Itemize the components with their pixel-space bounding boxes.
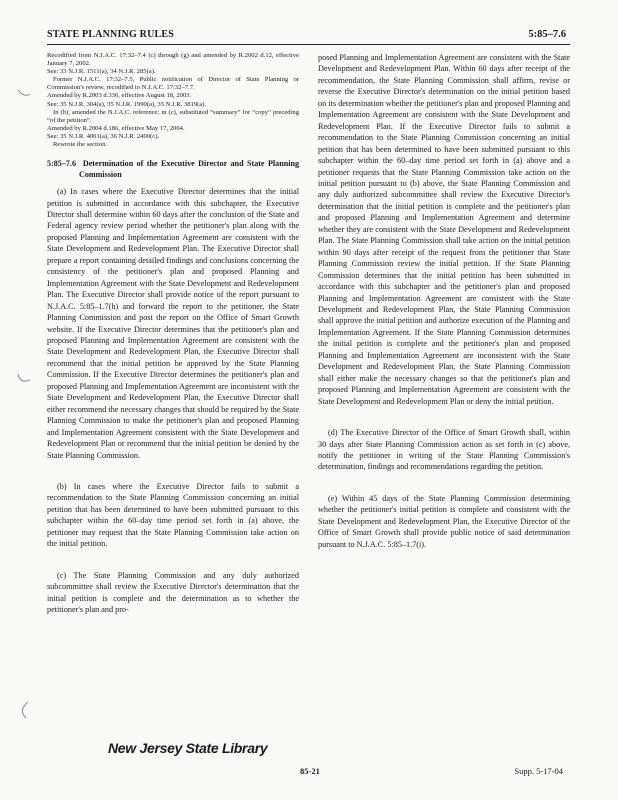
history-note: Former N.J.A.C. 17:32–7.5, Public notification of Director of State Planning or Commission's review, recodified to N.J.A.C. 17:32–7.7. <box>47 76 299 92</box>
header-rule <box>47 44 570 45</box>
paragraph-c-continued: posed Planning and Implementation Agreement are consistent with the State Development and Redevelopment Plan. Within 60 days after receipt of the recommendation, the State Planning Commission shall affirm, revise or reverse the Executive Director's determination on the initial petition based on its determination whether the petitioner's plan and proposed Planning and Implementation Agreement are consistent with the State Development and Redevelopment Plan. If the Executive Director fails to submit a recommendation to the State Planning Commission concerning an initial petition that has been determined to have been submitted pursuant to this subchapter within the 60–day time period set forth in (a) above and a petitioner requests that the State Planning Commission take action on the initial petition pursuant to (b) above, the State Planning Commission and any duly authorized subcommittee shall review the Executive Director's determination that the initial petition is complete and the petitioner's plan and proposed Planning and Implementation Agreement and determine whether they are consistent with the State Development and Redevelopment Plan. The State Planning Commission shall take action on the initial petition within 90 days after receipt of the request from the petitioner that State Planning Commission review the initial petition. If the State Planning Commission determines that the initial petition has been submitted in accordance with this subchapter and the petitioner's plan and proposed Planning and Implementation Agreement are consistent with the State Development and Redevelopment Plan, the State Planning Commission shall approve the initial petition and authorize execution of the Planning and Implementation Agreement. If the State Planning Commission determines the initial petition is complete and the petitioner's plan and proposed Planning and Implementation Agreement are inconsistent with the State Development and Redevelopment Plan, the State Planning Commission shall either make the necessary changes so that the petitioner's plan and proposed Planning and Implementation Agreement are consistent with the State Development and Redevelopment Plan or deny the initial petition. <box>318 53 570 406</box>
history-note: Amended by R.2003 d.336, effective August 18, 2003. <box>47 92 192 100</box>
library-stamp: New Jersey State Library <box>108 740 268 756</box>
running-header-title: STATE PLANNING RULES <box>47 29 174 40</box>
left-column <box>47 52 299 616</box>
supplement-date: Supp. 5-17-04 <box>514 766 563 776</box>
margin-punch-mark <box>14 370 34 390</box>
margin-punch-mark <box>14 86 34 106</box>
history-note: In (b), amended the N.J.A.C. reference; in (c), substituted “summary” for “copy” preceding “of the petition”. <box>47 108 299 124</box>
history-note: Rewrote the section. <box>53 141 108 149</box>
history-note: See: 35 N.J.R. 4001(a), 36 N.J.R. 2490(c). <box>47 132 160 140</box>
paragraph-c-start: (c) The State Planning Commission and any duly authorized subcommittee shall review the Executive Director's determination that the initial petition is complete and the determination as to whether the petitioner's plan and pro- <box>47 570 299 615</box>
section-title: Determination of the Executive Director and State Planning Commission <box>79 159 299 179</box>
page-number: 85-21 <box>300 766 320 776</box>
paragraph-a: (a) In cases where the Executive Director determines that the initial petition is submitted in accordance with this subchapter, the Executive Director shall determine within 60 days after the conclusion of the State and Federal agency review period whether the petitioner's plan along with the proposed Planning and Implementation Agreement are consistent with the State Development and Redevelopment Plan. The Executive Director shall prepare a report containing detailed findings and conclusions concerning the consistency of the petitioner's plan and proposed Planning and Implementation Agreement with the State Development and Redevelopment Plan. The Executive Director shall provide notice of the report pursuant to N.J.A.C. 5:85–1.7(h) and forward the report to the petitioner, the State Planning Commission and post the report on the Office of Smart Growth website. If the Executive Director determines that the petitioner's plan and proposed Planning and Implementation Agreement are consistent with the State Development and Redevelopment Plan, the Executive Director shall recommend that the initial petition be approved by the State Planning Commission. If the Executive Director determines the petitioner's plan and proposed Planning and Implementation Agreement are inconsistent with the State Development and Redevelopment Plan, the Executive Director shall either recommend the necessary changes that should be required by the State Planning Commission to make the petitioner's plan and proposed Planning and Implementation Agreement consistent with the State Development and Redevelopment Plan or recommend that the initial petition be denied by the State Planning Commission. <box>47 187 299 460</box>
section-number: 5:85–7.6 <box>47 159 76 169</box>
section-heading <box>47 159 299 180</box>
right-column <box>318 52 570 550</box>
paragraph-d: (d) The Executive Director of the Office of Smart Growth shall, within 30 days after State Planning Commission action as set forth in (c) above, notify the petitioner in writing of the State Planning Commission's determination, findings and recommendations regarding the petition. <box>318 428 570 472</box>
history-notes <box>47 52 299 149</box>
history-note: Amended by R.2004 d.186, effective May 17, 2004. <box>47 124 185 132</box>
margin-punch-mark <box>14 700 34 720</box>
paragraph-b: (b) In cases where the Executive Director fails to submit a recommendation to the State Planning Commission concerning an initial petition that has been determined to have been submitted pursuant to this subchapter within the 60–day time period set forth in (a) above, the petitioner may request that the State Planning Commission take action on the initial petition. <box>47 482 299 549</box>
paragraph-e: (e) Within 45 days of the State Planning Commission determining whether the petitioner's initial petition is complete and consistent with the State Development and Redevelopment Plan, the Executive Director of the Office of Smart Growth shall provide public notice of said determination pursuant to N.J.A.C. 5:85–1.7(i). <box>318 493 570 549</box>
running-header-section: 5:85–7.6 <box>528 29 566 40</box>
history-note: See: 33 N.J.R. 1511(a), 34 N.J.R. 285(a). <box>47 68 156 76</box>
history-note: See: 35 N.J.R. 304(a), 35 N.J.R. 1990(a), 35 N.J.R. 3819(a). <box>47 100 207 108</box>
history-note: Recodified from N.J.A.C. 17:32–7.4 (c) through (g) and amended by R.2002 d.12, effective January 7, 2002. <box>47 52 299 68</box>
